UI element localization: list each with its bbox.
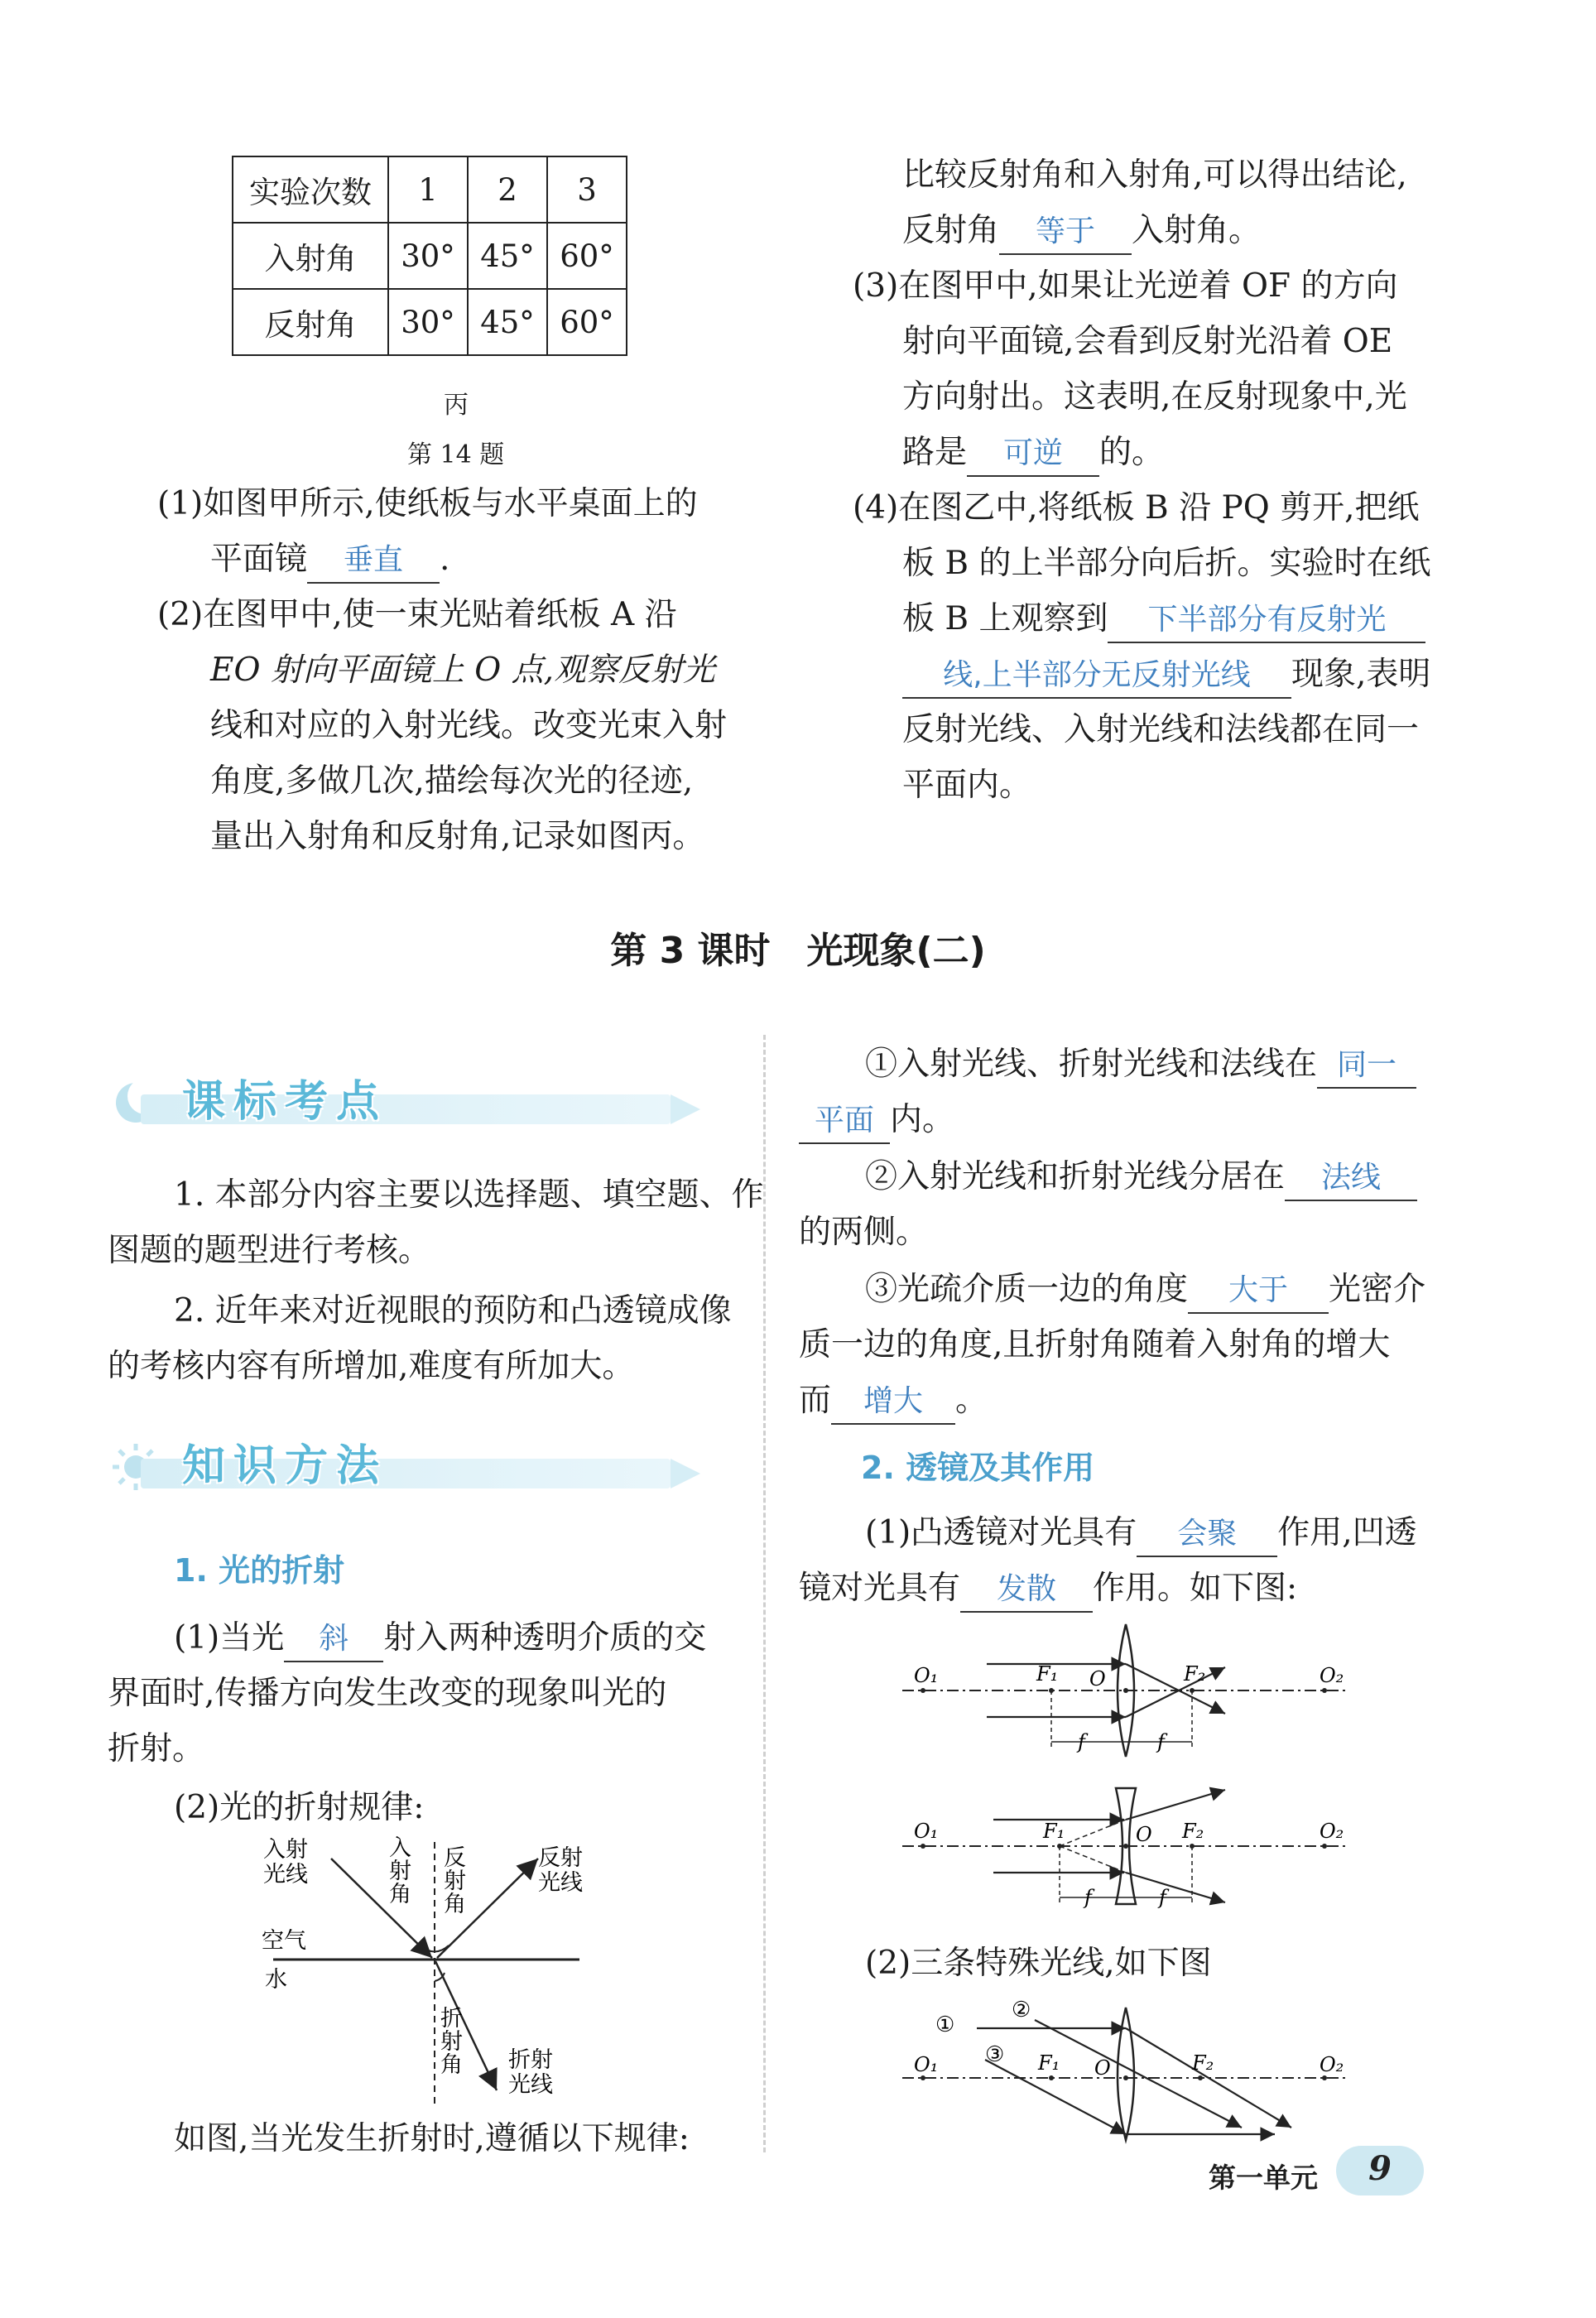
table-cell: 反射角 [233, 289, 388, 355]
label-f: f [1157, 1730, 1165, 1753]
q2-line: 比较反射角和入射角,可以得出结论, [902, 156, 1407, 194]
table-row [233, 289, 627, 355]
rule-line [865, 1262, 1425, 1317]
text: ③光疏介质一边的角度 [865, 1271, 1189, 1308]
text: 射入两种透明介质的交 [383, 1619, 707, 1657]
ray [1126, 1664, 1225, 1714]
table-cell: 实验次数 [233, 156, 388, 223]
answer-blank: 垂直 [307, 539, 440, 584]
text: 光密介 [1329, 1271, 1426, 1308]
lesson-title: 第 3 课时 光现象(二) [610, 930, 986, 972]
experiment-table [232, 156, 627, 356]
section-title: 2. 透镜及其作用 [861, 1450, 1095, 1486]
answer-blank: 等于 [999, 210, 1132, 255]
rule-line [799, 1373, 988, 1428]
label-f: f [1084, 1886, 1092, 1909]
text: (1)凸透镜对光具有 [865, 1514, 1137, 1551]
answer-blank: 增大 [831, 1380, 955, 1425]
line: 如图,当光发生折射时,遵循以下规律: [174, 2120, 690, 2157]
q2-line: EO 射向平面镜上 O 点,观察反射光 [210, 652, 716, 689]
text: 现象,表明 [1291, 656, 1431, 693]
text: . [440, 541, 450, 578]
label-f2: F₂ [1184, 1662, 1206, 1686]
text: 镜对光具有 [799, 1570, 961, 1607]
text: 而 [799, 1382, 832, 1419]
incident-ray [331, 1859, 432, 1958]
label-f1: F₁ [1038, 2051, 1060, 2075]
q4-line3 [902, 591, 1425, 647]
q3-line: (3)在图甲中,如果让光逆着 OF 的方向 [853, 267, 1398, 305]
line: 界面时,传播方向发生改变的现象叫光的 [108, 1675, 667, 1712]
label-reflect-ray: 反射光线 [538, 1845, 583, 1896]
text: ①入射光线、折射光线和法线在 [865, 1046, 1318, 1083]
label-ray3: ③ [985, 2042, 1005, 2067]
rule-line: 质一边的角度,且折射角随着入射角的增大 [799, 1326, 1391, 1363]
q3-line: 方向射出。这表明,在反射现象中,光 [902, 378, 1407, 416]
ray [1126, 1790, 1225, 1820]
text: 反射角 [902, 212, 1000, 249]
q4-line: 平面内。 [902, 767, 1032, 804]
q3-line: 射向平面镜,会看到反射光沿着 OE [902, 323, 1393, 360]
section-title: 1. 光的折射 [174, 1552, 345, 1589]
label-reflect-angle: 反射角 [444, 1845, 466, 1917]
label-f1: F₁ [1043, 1820, 1065, 1843]
three-rays-diagram [894, 1995, 1358, 2144]
table-cell: 60° [547, 223, 627, 289]
answer-blank: 斜 [284, 1618, 383, 1662]
q4-line: 反射光线、入射光线和法线都在同一 [902, 711, 1420, 748]
q2-line7 [902, 203, 1261, 258]
concave-lens-diagram [894, 1780, 1358, 1929]
q4-line: 板 B 的上半部分向后折。实验时在纸 [902, 545, 1431, 582]
line: (2)光的折射规律: [174, 1789, 425, 1826]
table-row [233, 156, 627, 223]
q2-line: (2)在图甲中,使一束光贴着纸板 A 沿 [157, 596, 677, 633]
text: 路是 [902, 434, 968, 471]
label-ray1: ① [935, 2013, 955, 2037]
answer-blank: 平面 [799, 1099, 890, 1144]
label-incident-ray: 入射光线 [263, 1837, 308, 1888]
label-incident-angle: 入射角 [389, 1835, 411, 1907]
banner-title: 课标考点 [182, 1077, 388, 1127]
text: 入射角。 [1132, 212, 1262, 249]
convex-lens-diagram [894, 1614, 1358, 1772]
rule-line [799, 1092, 954, 1147]
label-o1: O₁ [914, 1820, 939, 1843]
q2-line: 角度,多做几次,描绘每次光的径迹, [210, 762, 694, 800]
angle-arc [435, 1973, 445, 1981]
answer-blank: 可逆 [967, 432, 1099, 477]
text: ②入射光线和折射光线分居在 [865, 1158, 1286, 1195]
label-o2: O₂ [1320, 1664, 1344, 1687]
label-refract-ray: 折射光线 [508, 2047, 553, 2098]
label-f: f [1078, 1730, 1085, 1753]
banner-arrow [671, 1094, 700, 1124]
label-o2: O₂ [1320, 2053, 1344, 2076]
figure-label: 丙 [444, 391, 469, 420]
ray [1126, 1667, 1225, 1717]
label-o: O [1089, 1667, 1106, 1690]
answer-blank: 线,上半部分无反射光线 [902, 654, 1291, 699]
answer-blank: 发散 [960, 1568, 1093, 1613]
line [174, 1610, 706, 1666]
text: 平面镜 [210, 541, 308, 578]
lens-line [799, 1561, 1297, 1616]
text: 内。 [890, 1101, 955, 1138]
table-cell: 45° [468, 223, 547, 289]
line: (2)三条特殊光线,如下图 [865, 1945, 1212, 1982]
para: 2. 近年来对近视眼的预防和凸透镜成像 [174, 1292, 732, 1330]
banner-title: 知识方法 [182, 1441, 388, 1491]
q1-line2 [210, 531, 449, 587]
text: 作用。如下图: [1093, 1570, 1298, 1607]
rule-line: 的两侧。 [799, 1214, 929, 1251]
text: 作用,凹透 [1277, 1514, 1417, 1551]
virtual-ray [1060, 1846, 1126, 1873]
answer-blank: 会聚 [1137, 1512, 1277, 1557]
table-cell: 1 [388, 156, 468, 223]
label-f: f [1159, 1886, 1166, 1909]
line: 折射。 [108, 1730, 205, 1767]
rule-line [865, 1149, 1417, 1205]
label-air: 空气 [262, 1928, 306, 1954]
para: 图题的题型进行考核。 [108, 1232, 431, 1269]
virtual-ray [1060, 1820, 1126, 1846]
label-refract-angle: 折射角 [440, 2006, 463, 2078]
text: (1)当光 [174, 1619, 285, 1657]
label-f2: F₂ [1192, 2051, 1214, 2075]
table-cell: 3 [547, 156, 627, 223]
banner-knowledge [108, 1434, 720, 1492]
table-cell: 30° [388, 223, 468, 289]
question-label: 第 14 题 [407, 440, 505, 469]
label-o: O [1094, 2056, 1111, 2080]
q4-line4 [902, 647, 1430, 702]
answer-blank: 下半部分有反射光 [1108, 599, 1425, 643]
table-row [233, 223, 627, 289]
lens-line [865, 1505, 1417, 1561]
rule-line [865, 1036, 1416, 1092]
label-o2: O₂ [1320, 1820, 1344, 1843]
q2-line: 线和对应的入射光线。改变光束入射 [210, 707, 728, 744]
text: 的。 [1099, 434, 1165, 471]
label-o1: O₁ [914, 1664, 939, 1687]
table-cell: 入射角 [233, 223, 388, 289]
table-cell: 2 [468, 156, 547, 223]
table-cell: 30° [388, 289, 468, 355]
page-number: 9 [1368, 2149, 1392, 2188]
label-f1: F₁ [1036, 1662, 1059, 1686]
label-o1: O₁ [914, 2053, 939, 2076]
label-water: 水 [265, 1967, 287, 1993]
table-cell: 60° [547, 289, 627, 355]
label-f2: F₂ [1182, 1820, 1204, 1843]
answer-blank: 法线 [1285, 1157, 1417, 1201]
para: 的考核内容有所增加,难度有所加大。 [108, 1348, 635, 1385]
label-o: O [1136, 1823, 1152, 1846]
table-cell: 45° [468, 289, 547, 355]
q3-line4 [902, 425, 1164, 480]
text: 板 B 上观察到 [902, 600, 1108, 637]
banner-curriculum [108, 1070, 720, 1128]
answer-blank: 大于 [1188, 1269, 1329, 1314]
label-ray2: ② [1012, 1998, 1031, 2022]
refraction-diagram [248, 1834, 596, 2115]
q1-line: (1)如图甲所示,使纸板与水平桌面上的 [157, 485, 698, 522]
q4-line: (4)在图乙中,将纸板 B 沿 PQ 剪开,把纸 [853, 489, 1420, 527]
text: 。 [955, 1382, 988, 1419]
banner-arrow [671, 1459, 700, 1488]
unit-label: 第一单元 [1209, 2162, 1318, 2194]
para: 1. 本部分内容主要以选择题、填空题、作 [174, 1176, 764, 1214]
q2-line: 量出入射角和反射角,记录如图丙。 [210, 818, 705, 855]
answer-blank: 同一 [1317, 1044, 1416, 1089]
